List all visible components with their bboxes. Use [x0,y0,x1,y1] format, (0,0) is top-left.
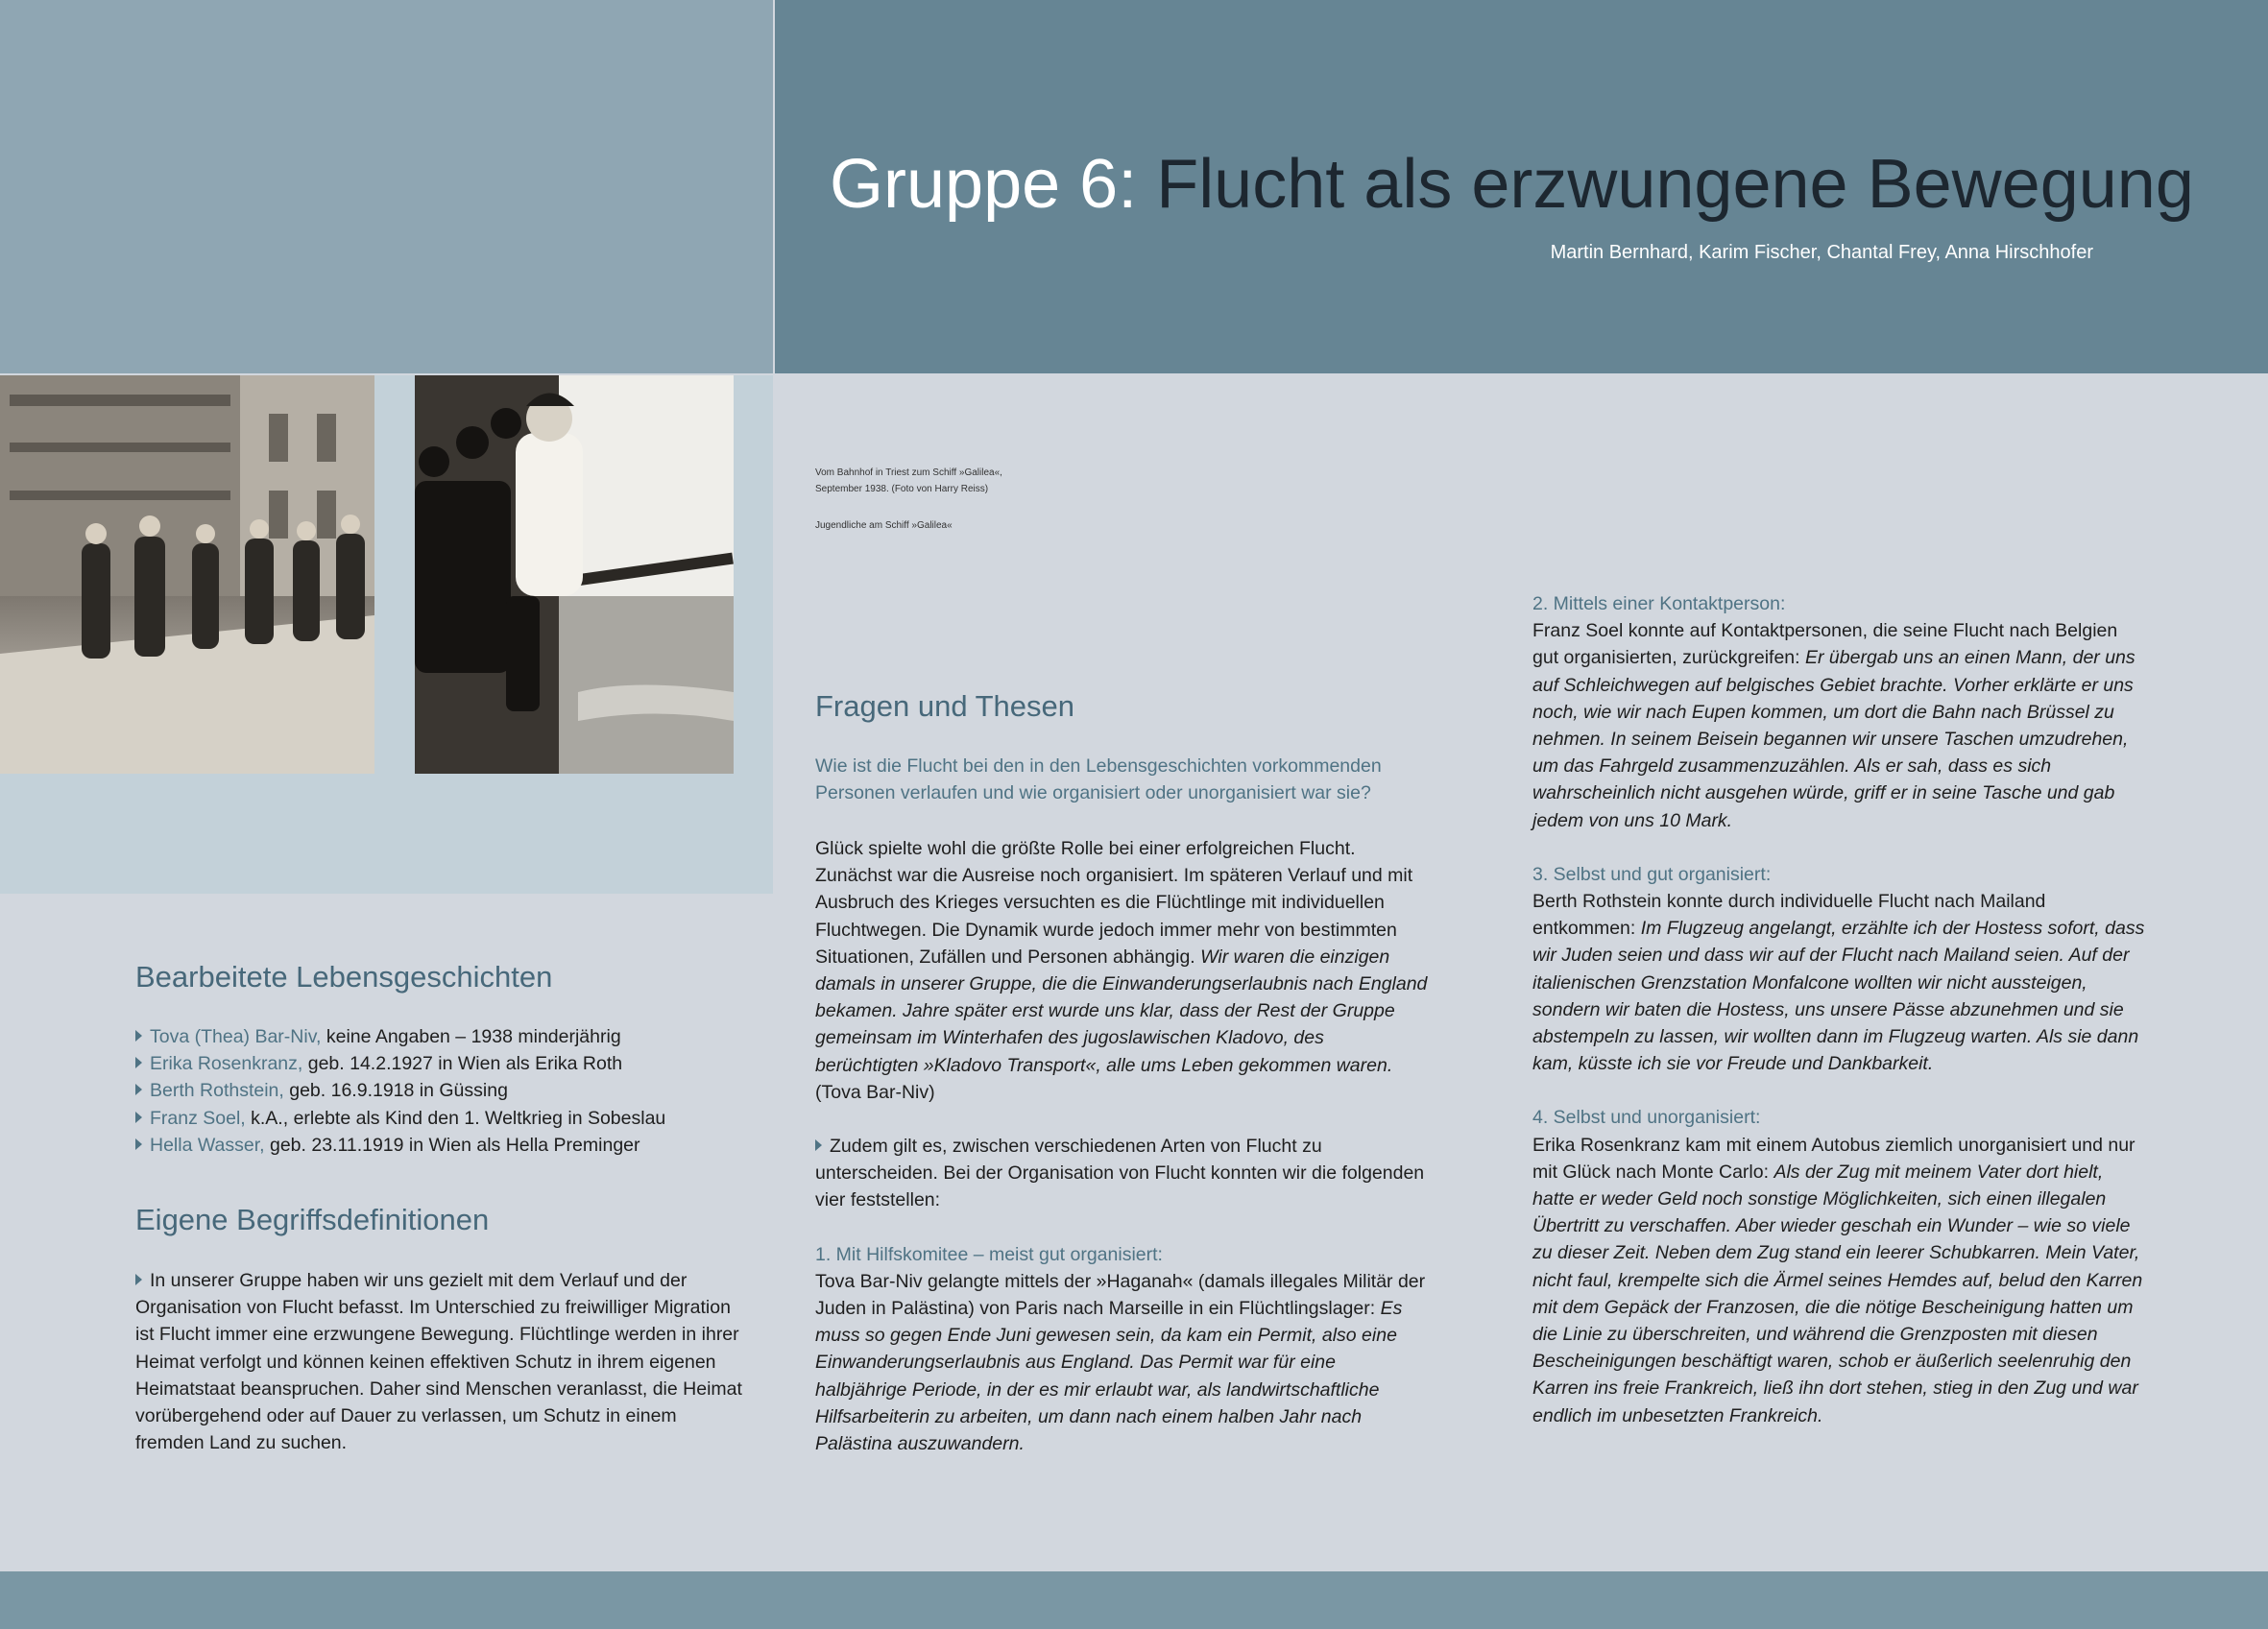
section-heading-begriffe: Eigene Begriffsdefinitionen [135,1203,490,1236]
page-title [830,144,2194,225]
right-column [1532,590,2147,1429]
bullet-triangle-icon [135,1112,142,1123]
person-detail: k.A., erlebte als Kind den 1. Weltkrieg in Sobeslau [245,1107,666,1129]
photo-caption-ship: Jugendliche am Schiff »Galilea« [815,520,953,531]
photo-caption-station [815,465,1103,497]
lebensgeschichten-list [135,1023,750,1159]
photo-ship-image [415,375,734,774]
person-name: Franz Soel, [150,1107,246,1129]
bullet-triangle-icon [815,1139,822,1151]
begriffe-paragraph [135,1267,750,1456]
bullet-triangle-icon [135,1274,142,1285]
paragraph-text: Erika Rosenkranz kam mit einem Autobus ziemlich unorganisiert und nur mit Glück nach Monte Carlo: [1532,1134,2135,1183]
footer-bar [0,1571,2268,1629]
bullet-triangle-icon [135,1030,142,1042]
person-detail: keine Angaben – 1938 minderjährig [321,1026,621,1047]
bullet-triangle-icon [135,1138,142,1150]
list-item [135,1132,750,1159]
list-item [135,1023,750,1050]
title-prefix: Gruppe 6: [830,146,1138,223]
person-name: Hella Wasser, [150,1134,265,1156]
section-heading-fragen: Fragen und Thesen [815,689,1075,723]
section-heading-lebensgeschichten: Bearbeitete Lebensgeschichten [135,960,553,994]
caption-line: September 1938. (Foto von Harry Reiss) [815,484,989,494]
person-name: Erika Rosenkranz, [150,1053,303,1075]
quote: Im Flugzeug angelangt, erzählte ich der Hostess sofort, dass wir Juden seien und dass wir auf der Flucht nach Mailand seien. Auf der italienischen Grenzstation Monfalcone wollten wir nicht aussteigen, sondern wir baten die Hostess, uns unsere Pässe abzunehmen und sie abstempeln zu lassen, wir wollten dann im Flugzeug warten. Als sie dann kam, küsste ich sie vor Freude und Dankbarkeit. [1532,918,2145,1075]
paragraph [1532,1104,2147,1428]
list-item [135,1105,750,1132]
quote: Es muss so gegen Ende Juni gewesen sein, da kam ein Permit, also eine Einwanderungserlaubnis aus England. Das Permit war für eine halbjährige Periode, in der es mir erlaubt war, als landwirtschaftliche Hilfsarbeiterin zu arbeiten, um dann nach einem halben Jahr nach Palästina auszuwandern. [815,1298,1403,1455]
subheading: 2. Mittels einer Kontaktperson: [1532,593,1786,614]
person-detail: geb. 23.11.1919 in Wien als Hella Preminger [264,1134,640,1156]
paragraph-text: Berth Rothstein konnte durch individuelle Flucht nach Mailand entkommen: [1532,891,2046,940]
paragraph-text: Franz Soel konnte auf Kontaktpersonen, die seine Flucht nach Belgien gut organisierten, zurückgreifen: [1532,620,2118,669]
paragraph-text: Glück spielte wohl die größte Rolle bei einer erfolgreichen Flucht. Zunächst war die Ausreise noch organisiert. Im späteren Verlauf und mit Ausbruch des Krieges versuchten es die Flüchtlinge mit individuellen Fluchtwegen. Die Dynamik wurde jedoch immer mehr von bestimmten Situationen, Zufällen und Personen abhängig. [815,838,1413,968]
authors: Martin Bernhard, Karim Fischer, Chantal Frey, Anna Hirschhofer [1550,242,2093,263]
fragen-body [815,835,1430,1457]
person-detail: geb. 14.2.1927 in Wien als Erika Roth [302,1053,623,1075]
subheading: 4. Selbst und unorganisiert: [1532,1107,1761,1129]
header-left-panel [0,0,773,373]
paragraph-text: Tova Bar-Niv gelangte mittels der »Haganah« (damals illegales Militär der Juden in Palästina) von Paris nach Marseille in ein Flüchtlingslager: [815,1270,1426,1320]
caption-line: Vom Bahnhof in Triest zum Schiff »Galilea«, [815,467,1002,478]
paragraph [815,1133,1430,1214]
person-name: Tova (Thea) Bar-Niv, [150,1026,322,1047]
paragraph [1532,590,2147,834]
list-item [135,1077,750,1104]
quote: Wir waren die einzigen damals in unserer Gruppe, die die Einwanderungserlaubnis nach England bekamen. Jahre später erst wurde uns klar, dass der Rest der Gruppe gemeinsam im Winterhafen des jugoslawischen Kladovo, des berüchtigten »Kladovo Transport«, alle ums Leben gekommen waren. [815,946,1428,1076]
quote: Als der Zug mit meinem Vater dort hielt, hatte er weder Geld noch sonstige Möglichkeiten, sich einen illegalen Übertritt zu verschaffen. Aber wieder geschah ein Wunder – wie so viele zu dieser Zeit. Neben dem Zug stand ein leerer Schubkarren. Mein Vater, nicht faul, krempelte sich die Ärmel seines Hemdes auf, belud den Karren mit dem Gepäck der Franzosen, die die nötige Bescheinigung hatten um die Linie zu überschreiten, und während die Grenzposten mit diesen Bescheinigungen beschäftigt waren, schob er äußerlich seelenruhig den Karren ins freie Frankreich, ließ ihn dort stehen, stieg in den Zug und war endlich im unbesetzten Frankreich. [1532,1161,2143,1426]
person-detail: geb. 16.9.1918 in Güssing [283,1080,508,1102]
subheading: 1. Mit Hilfskomitee – meist gut organisiert: [815,1243,1163,1265]
paragraph [1532,861,2147,1078]
begriffe-text: In unserer Gruppe haben wir uns gezielt mit dem Verlauf und der Organisation von Flucht befasst. Im Unterschied zu freiwilliger Migration ist Flucht immer eine erzwungene Bewegung. Flüchtlinge werden in ihrer Heimat verfolgt und können keinen effektiven Schutz in ihrem eigenen Heimatstaat beanspruchen. Daher sind Menschen veranlasst, die Heimat vorübergehend oder auf Dauer zu verlassen, um Schutz in einem fremden Land zu suchen. [135,1270,742,1454]
paragraph-text: Zudem gilt es, zwischen verschiedenen Arten von Flucht zu unterscheiden. Bei der Organisation von Flucht konnten wir die folgenden vier feststellen: [815,1136,1425,1211]
bullet-triangle-icon [135,1084,142,1095]
paragraph [815,835,1430,1106]
paragraph [815,1241,1430,1458]
quote: Er übergab uns an einen Mann, der uns auf Schleichwegen auf belgisches Gebiet brachte. Vorher erklärte er uns noch, wie wir nach Eupen kommen, um dort die Bahn nach Brüssel zu nehmen. In seinem Beisein begannen wir unsere Taschen umzudrehen, um das Fahrgeld zusammenzuzählen. Als er sah, dass es sich wahrscheinlich nicht ausgehen würde, griff er in seine Tasche und gab jedem von uns 10 Mark. [1532,647,2135,831]
title-main: Flucht als erzwungene Bewegung [1137,146,2194,223]
photo-ship [415,375,734,774]
photo-station-image [0,375,374,774]
subheading: 3. Selbst und gut organisiert: [1532,863,1772,885]
research-question: Wie ist die Flucht bei den in den Lebensgeschichten vorkommenden Personen verlaufen und wie organisiert oder unorganisiert war sie? [815,755,1382,804]
photo-station [0,375,374,774]
bullet-triangle-icon [135,1057,142,1068]
person-name: Berth Rothstein, [150,1080,284,1102]
quote-source: (Tova Bar-Niv) [815,1081,935,1103]
list-item [135,1050,750,1077]
